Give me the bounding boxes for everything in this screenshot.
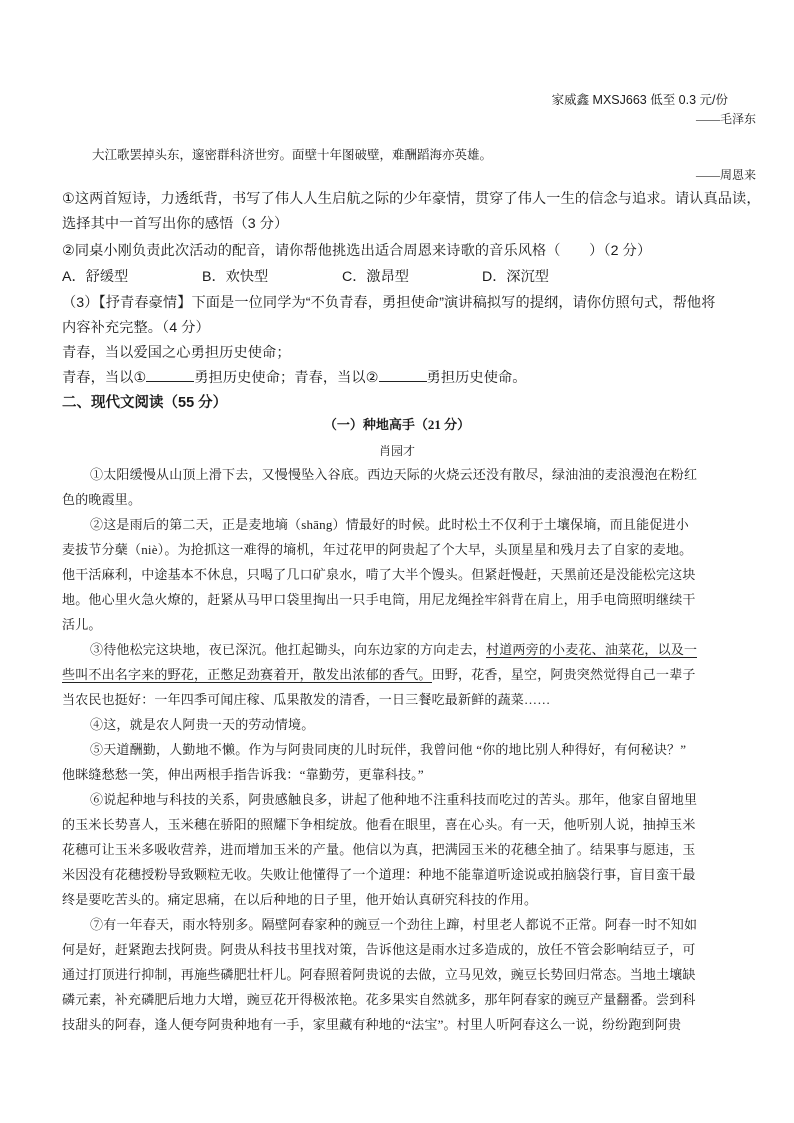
paragraph-1-line-1: ①太阳缓慢从山顶上滑下去，又慢慢坠入谷底。西边天际的火烧云还没有散尽，绿油油的麦浪漫泡在粉红 [90,467,698,482]
article-title: （一）种地高手（21 分） [323,417,471,432]
paragraph-2-line-4: 地。他心里火急火燎的，赶紧从马甲口袋里掏出一只手电筒，用尼龙绳拴牢斜背在肩上，用手电筒照明继续干 [62,592,696,607]
p3-text-b: 田野，花香，星空，阿贵突然觉得自己一辈子 [431,667,696,682]
paragraph-3-line-1 [90,639,762,658]
paragraph-2-line-2: 麦拔节分蘖（niè）。为抢抓这一难得的墒机，年过花甲的阿贵起了个大早，头顶星星和残月去了自家的麦地。 [62,542,693,557]
paragraph-6-line-2: 的玉米长势喜人，玉米穗在骄阳的照耀下争相绽放。他看在眼里，喜在心头。有一天，他听别人说，抽掉玉米 [62,817,696,832]
paragraph-2-line-5: 活儿。 [62,617,102,632]
question-1-line-2: 选择其中一首写出你的感悟（3 分） [62,216,289,232]
paragraph-6-line-3: 花穗可让玉米多吸收营养，进而增加玉米的产量。他信以为真，把满园玉米的花穗全抽了。结果事与愿违，玉 [62,842,696,857]
paragraph-5-line-1: ⑤天道酬勤，人勤地不懒。作为与阿贵同庚的儿时玩伴，我曾问他 “你的地比别人种得好，有何秘诀？” [90,742,687,757]
paragraph-4: ④这，就是农人阿贵一天的劳动情境。 [90,717,315,732]
poem-attribution-zhou: ——周恩来 [695,168,756,182]
paragraph-6-line-4: 米因没有花穗授粉导致颗粒无收。失败让他懂得了一个道理：种地不能靠道听途说或拍脑袋行事，盲目蛮干最 [62,867,696,882]
article-author: 肖园才 [378,444,415,458]
option-c: C．激昂型 [342,269,409,285]
section-heading: 二、现代文阅读（55 分） [62,395,228,411]
paragraph-7-line-5: 技甜头的阿春，逢人便夸阿贵种地有一手，家里藏有种地的“法宝”。村里人听阿春这么一说，纷纷跑到阿贵 [62,1017,682,1032]
poem-attribution-mao: ——毛泽东 [695,112,756,126]
fill-text-a: 青春，当以① [62,370,147,386]
answer-blank-1[interactable] [146,369,194,382]
p3-underlined-1: 村道两旁的小麦花、油菜花，以及一 [486,642,698,657]
option-a: A．舒缓型 [62,269,129,285]
fill-text-c: 勇担历史使命。 [426,370,527,386]
paragraph-2-line-3: 他干活麻利，中途基本不休息，只喝了几口矿泉水，啃了大半个馒头。但紧赶慢赶，天黑前还是没能松完这块 [62,567,696,582]
paragraph-5-line-2: 他眯缝愁愁一笑，伸出两根手指告诉我：“靠勤劳，更靠科技。” [62,767,424,782]
paragraph-7-line-3: 通过打顶进行抑制，再施些磷肥壮杆儿。阿春照着阿贵说的去做，立马见效，豌豆长势回归常态。当地土壤缺 [62,967,696,982]
fill-text-b: 勇担历史使命；青春，当以② [194,370,379,386]
watermark-header: 家威鑫 MXSJ663 低至 0.3 元/份 [551,93,728,107]
paragraph-6-line-5: 终是要吃苦头的。痛定思痛，在以后种地的日子里，他开始认真研究科技的作用。 [62,892,538,907]
option-d: D．深沉型 [482,269,549,285]
paragraph-1-line-2: 色的晚霞里。 [62,492,142,507]
paragraph-6-line-1: ⑥说起种地与科技的关系，阿贵感触良多，讲起了他种地不注重科技而吃过的苦头。那年，他家自留地里 [90,792,698,807]
paragraph-7-line-4: 磷元素，补充磷肥后地力大增，豌豆花开得极浓艳。花多果实自然就多，那年阿春家的豌豆产量翻番。尝到科 [62,992,696,1007]
answer-blank-2[interactable] [379,369,427,382]
p3-text-a: ③待他松完这块地，夜已深沉。他扛起锄头，向东边家的方向走去， [90,642,487,657]
question-3-line-1: （3）【抒青春豪情】下面是一位同学为“不负青春，勇担使命”演讲稿拟写的提纲，请你仿照句式，帮他将 [62,295,716,311]
question-3-given: 青春，当以爱国之心勇担历史使命； [62,345,291,361]
question-1-line-1: ①这两首短诗，力透纸背，书写了伟人人生启航之际的少年豪情，贯穿了伟人一生的信念与追求。请认真品读， [62,191,761,207]
paragraph-7-line-1: ⑦有一年春天，雨水特别多。隔壁阿春家种的豌豆一个劲往上蹿，村里老人都说不正常。阿春一时不知如 [90,917,698,932]
p3-underlined-2: 些叫不出名字来的野花，正憋足劲赛着开，散发出浓郁的香气。 [62,667,432,682]
question-3-fill [62,367,527,387]
paragraph-7-line-2: 何是好，赶紧跑去找阿贵。阿贵从科技书里找对策，告诉他这是雨水过多造成的，放任不管会影响结豆子，可 [62,942,696,957]
paragraph-3-line-2 [62,664,734,683]
poem-zhou: 大江歌罢掉头东，邃密群科济世穷。面壁十年图破壁，难酬蹈海亦英雄。 [92,148,493,162]
paragraph-3-line-3: 当农民也挺好：一年四季可闻庄稼、瓜果散发的清香，一日三餐吃最新鲜的蔬菜…… [62,692,551,707]
option-b: B．欢快型 [202,269,269,285]
paragraph-2-line-1: ②这是雨后的第二天，正是麦地墒（shāng）情最好的时候。此时松土不仅利于土壤保墒，而且能促进小 [90,517,689,532]
question-3-line-2: 内容补充完整。（4 分） [62,320,210,336]
question-2: ②同桌小刚负责此次活动的配音，请你帮他挑选出适合周恩来诗歌的音乐风格（ ）（2 分） [62,243,652,259]
